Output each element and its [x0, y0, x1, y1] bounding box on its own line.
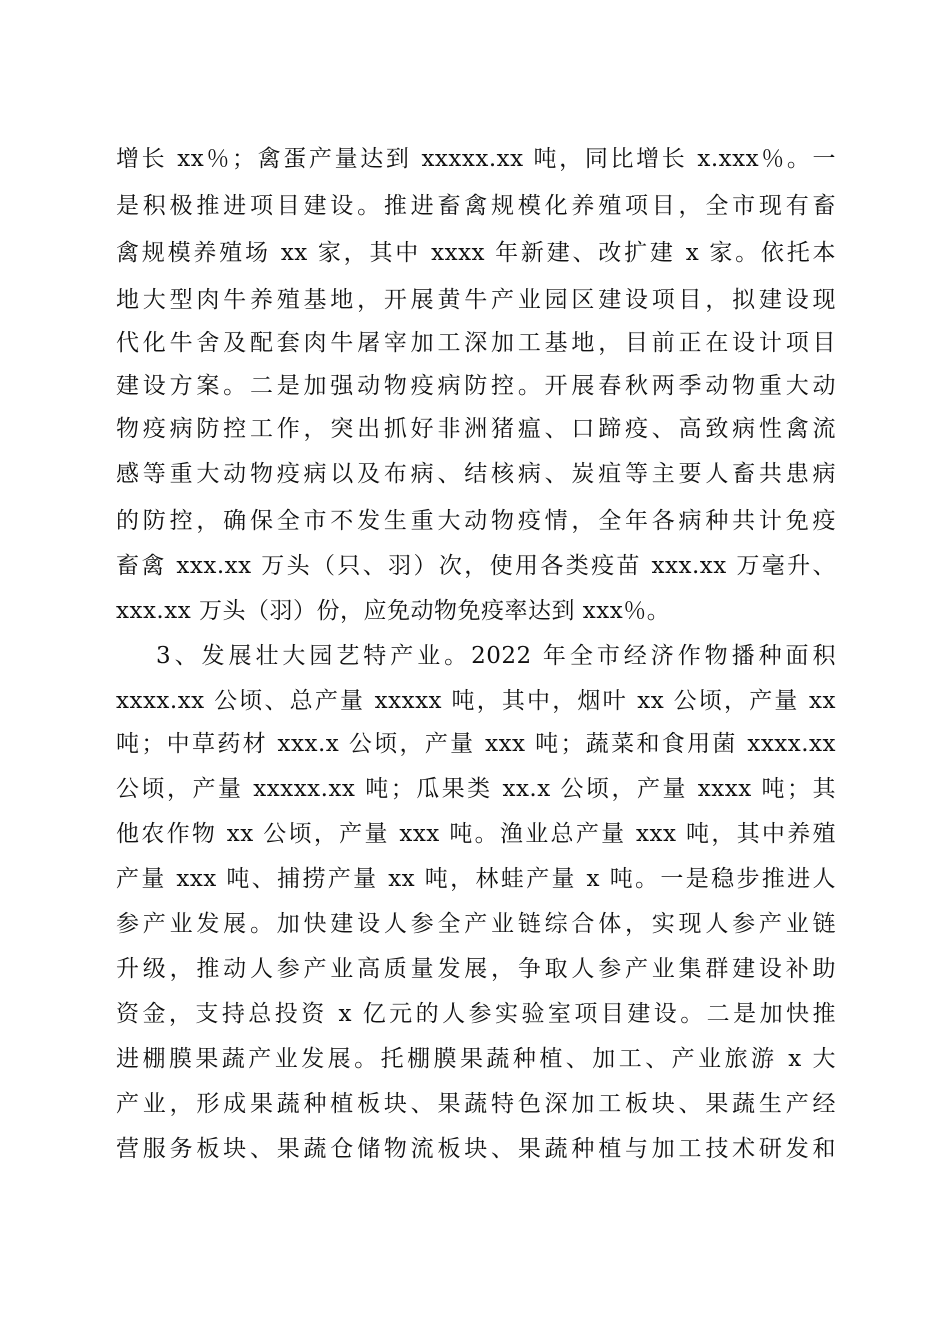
text-line: xxxx.xx 公顷、总产量 xxxxx 吨，其中，烟叶 xx 公顷，产量 xx [116, 688, 836, 714]
text-line: 公顷，产量 xxxxx.xx 吨；瓜果类 xx.x 公顷，产量 xxxx 吨；其 [116, 776, 836, 802]
text-line: 进棚膜果蔬产业发展。托棚膜果蔬种植、加工、产业旅游 x 大 [116, 1046, 836, 1072]
section-heading-line: 3、发展壮大园艺特产业。2022 年全市经济作物播种面积 [156, 643, 836, 669]
text-line: 他农作物 xx 公顷，产量 xxx 吨。渔业总产量 xxx 吨，其中养殖 [116, 821, 836, 847]
text-line: xxx.xx 万头（羽）份，应免动物免疫率达到 xxx％。 [116, 598, 671, 624]
text-line: 建设方案。二是加强动物疫病防控。开展春秋两季动物重大动 [116, 373, 836, 399]
text-line: 吨；中草药材 xxx.x 公顷，产量 xxx 吨；蔬菜和食用菌 xxxx.xx [116, 731, 836, 757]
text-line: 是积极推进项目建设。推进畜禽规模化养殖项目，全市现有畜 [116, 193, 836, 219]
text-line: 代化牛舍及配套肉牛屠宰加工深加工基地，目前正在设计项目 [116, 330, 836, 356]
text-line: 增长 xx％；禽蛋产量达到 xxxxx.xx 吨，同比增长 x.xxx％。一 [116, 146, 836, 172]
text-line: 营服务板块、果蔬仓储物流板块、果蔬种植与加工技术研发和 [116, 1136, 836, 1162]
text-line: 畜禽 xxx.xx 万头（只、羽）次，使用各类疫苗 xxx.xx 万毫升、 [116, 553, 836, 579]
text-line: 感等重大动物疫病以及布病、结核病、炭疽等主要人畜共患病 [116, 461, 836, 487]
text-line: 升级，推动人参产业高质量发展，争取人参产业集群建设补助 [116, 956, 836, 982]
text-line: 产量 xxx 吨、捕捞产量 xx 吨，林蛙产量 x 吨。一是稳步推进人 [116, 866, 836, 892]
text-line: 资金，支持总投资 x 亿元的人参实验室项目建设。二是加快推 [116, 1001, 836, 1027]
text-line: 参产业发展。加快建设人参全产业链综合体，实现人参产业链 [116, 911, 836, 937]
text-line: 物疫病防控工作，突出抓好非洲猪瘟、口蹄疫、高致病性禽流 [116, 416, 836, 442]
text-line: 地大型肉牛养殖基地，开展黄牛产业园区建设项目，拟建设现 [116, 287, 836, 313]
text-line: 的防控，确保全市不发生重大动物疫情，全年各病种共计免疫 [116, 508, 836, 534]
text-line: 禽规模养殖场 xx 家，其中 xxxx 年新建、改扩建 x 家。依托本 [116, 240, 836, 266]
text-line: 产业，形成果蔬种植板块、果蔬特色深加工板块、果蔬生产经 [116, 1091, 836, 1117]
